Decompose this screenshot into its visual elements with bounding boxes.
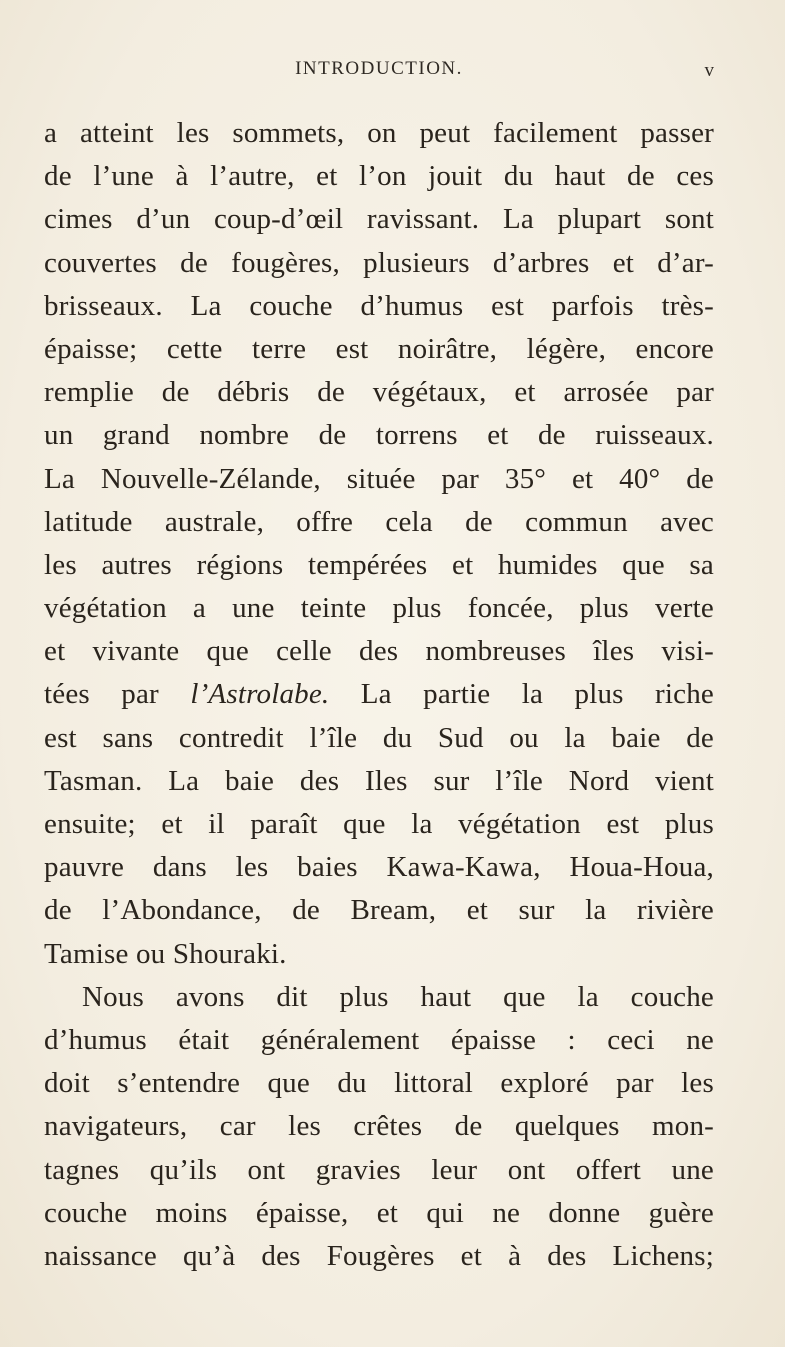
ship-name-italic: l’Astrolabe. [190,678,330,711]
text-line: Tasman. La baie des Iles sur l’île Nord vient [44,764,714,797]
text-line: d’humus était généralement épaisse : ceci ne [44,1023,714,1056]
text-line: navigateurs, car les crêtes de quelques mon- [44,1110,714,1143]
text-line: a atteint les sommets, on peut facilement passer [44,117,714,149]
text-line: les autres régions tempérées et humides que sa [44,548,714,581]
text-line-with-italic [44,673,714,716]
text-line: tagnes qu’ils ont gravies leur ont offert une [44,1153,714,1186]
text-line: brisseaux. La couche d’humus est parfois très- [44,289,714,322]
text-line: épaisse; cette terre est noirâtre, légère, encore [44,332,714,365]
text-line: végétation a une teinte plus foncée, plus verte [44,592,714,625]
text-line: Tamise ou Shouraki. [44,937,287,970]
text-line: de l’Abondance, de Bream, et sur la rivière [44,894,714,927]
text-line: ensuite; et il paraît que la végétation est plus [44,808,714,840]
text-line: La Nouvelle-Zélande, située par 35° et 40° de [44,462,714,495]
text-line: et vivante que celle des nombreuses îles visi- [44,635,714,668]
body-text [44,112,714,1278]
text-line: un grand nombre de torrens et de ruisseaux. [44,419,714,452]
text-line: couvertes de fougères, plusieurs d’arbres et d’ar- [44,246,714,279]
text-line: pauvre dans les baies Kawa-Kawa, Houa-Houa, [44,851,714,884]
line-text-after: La partie la plus riche [329,678,714,711]
text-line: latitude australe, offre cela de commun avec [44,505,714,538]
text-line: doit s’entendre que du littoral exploré par les [44,1067,714,1100]
text-line: remplie de débris de végétaux, et arrosée par [44,376,714,409]
page-header [44,58,714,88]
text-line: cimes d’un coup-d’œil ravissant. La plupart sont [44,203,714,236]
line-text-before: tées par [44,678,191,711]
text-line: est sans contredit l’île du Sud ou la baie de [44,721,714,754]
page-number: v [704,60,714,81]
text-line: de l’une à l’autre, et l’on jouit du haut de ces [44,160,714,193]
text-line: naissance qu’à des Fougères et à des Lichens; [44,1239,714,1272]
text-line: couche moins épaisse, et qui ne donne guère [44,1196,714,1229]
text-line: Nous avons dit plus haut que la couche [82,980,714,1013]
running-head: INTRODUCTION. [295,58,463,79]
